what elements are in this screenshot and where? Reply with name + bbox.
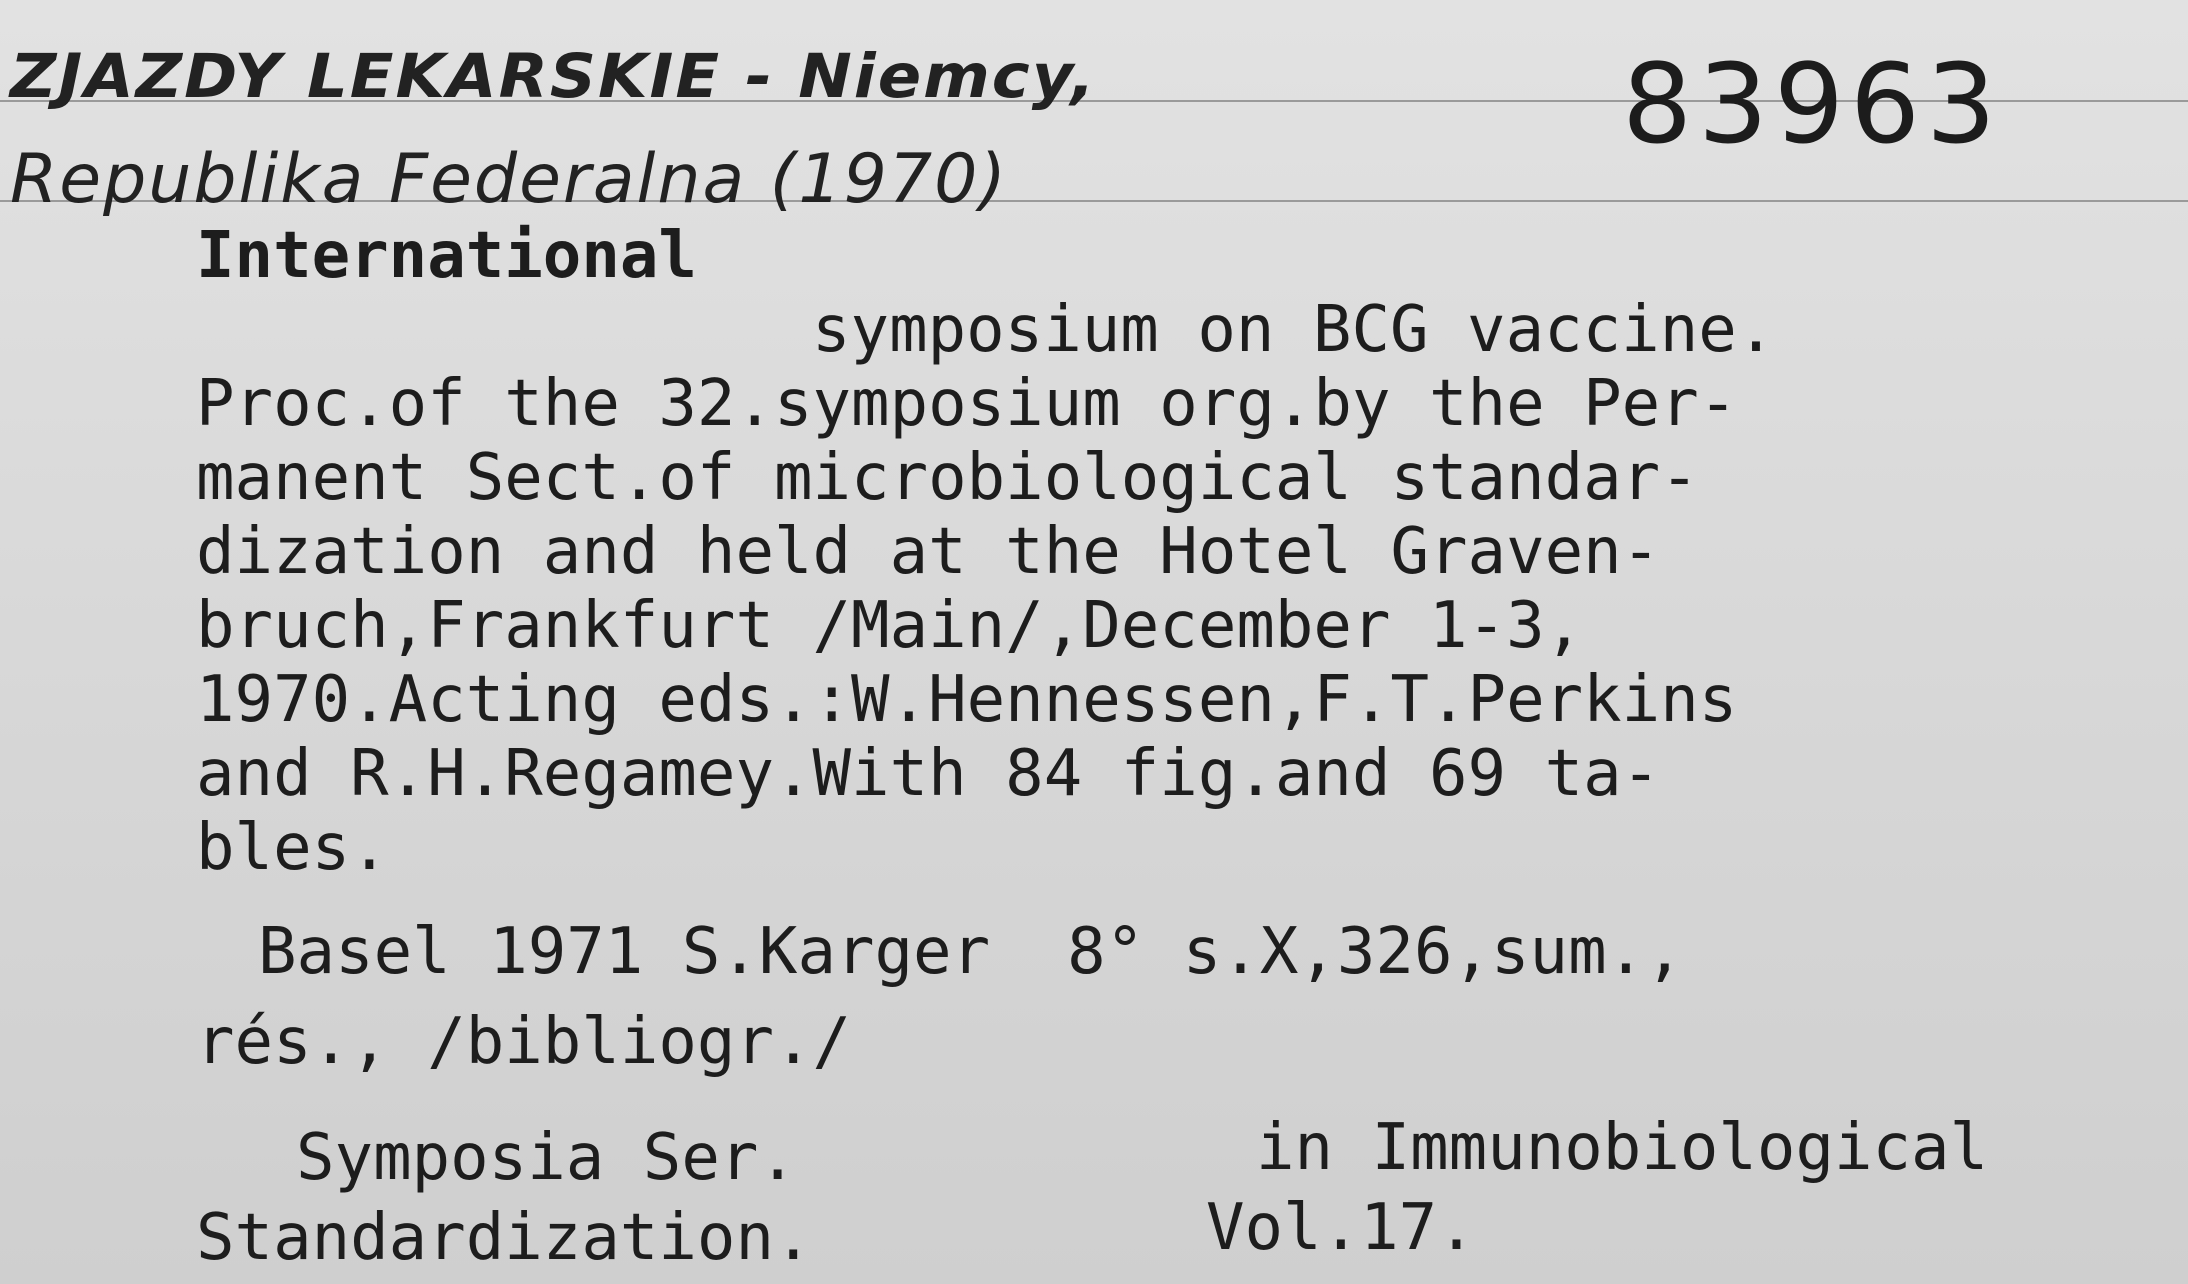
series-right-line1: in Immunobiological: [1256, 1111, 1989, 1185]
series-left-line1: Symposia Ser.: [296, 1121, 797, 1195]
body-line-4: manent Sect.of microbiological standar-: [196, 441, 1699, 515]
body-line-7: 1970.Acting eds.:W.Hennessen,F.T.Perkins: [196, 663, 1738, 737]
body-line-8: and R.H.Regamey.With 84 fig.and 69 ta-: [196, 737, 1661, 811]
imprint-line-1: Basel 1971 S.Karger 8° s.X,326,sum.,: [258, 915, 1684, 989]
imprint-line-2: rés., /bibliogr./: [196, 1005, 852, 1079]
body-line-3: Proc.of the 32.symposium org.by the Per-: [196, 367, 1738, 441]
call-number: 83963: [1622, 40, 2002, 168]
subject-heading-line1: ZJAZDY LEKARSKIE - Niemcy,: [10, 41, 1097, 113]
body-line-9: bles.: [196, 811, 389, 885]
body-line-2: symposium on BCG vaccine.: [812, 293, 1776, 367]
subject-heading-line2: Republika Federalna (1970): [10, 140, 1008, 219]
body-line-1: International: [196, 219, 697, 293]
series-left-line2: Standardization.: [196, 1201, 813, 1275]
body-line-6: bruch,Frankfurt /Main/,December 1-3,: [196, 589, 1584, 663]
body-line-5: dization and held at the Hotel Graven-: [196, 515, 1661, 589]
series-right-line2: Vol.17.: [1206, 1191, 1476, 1265]
